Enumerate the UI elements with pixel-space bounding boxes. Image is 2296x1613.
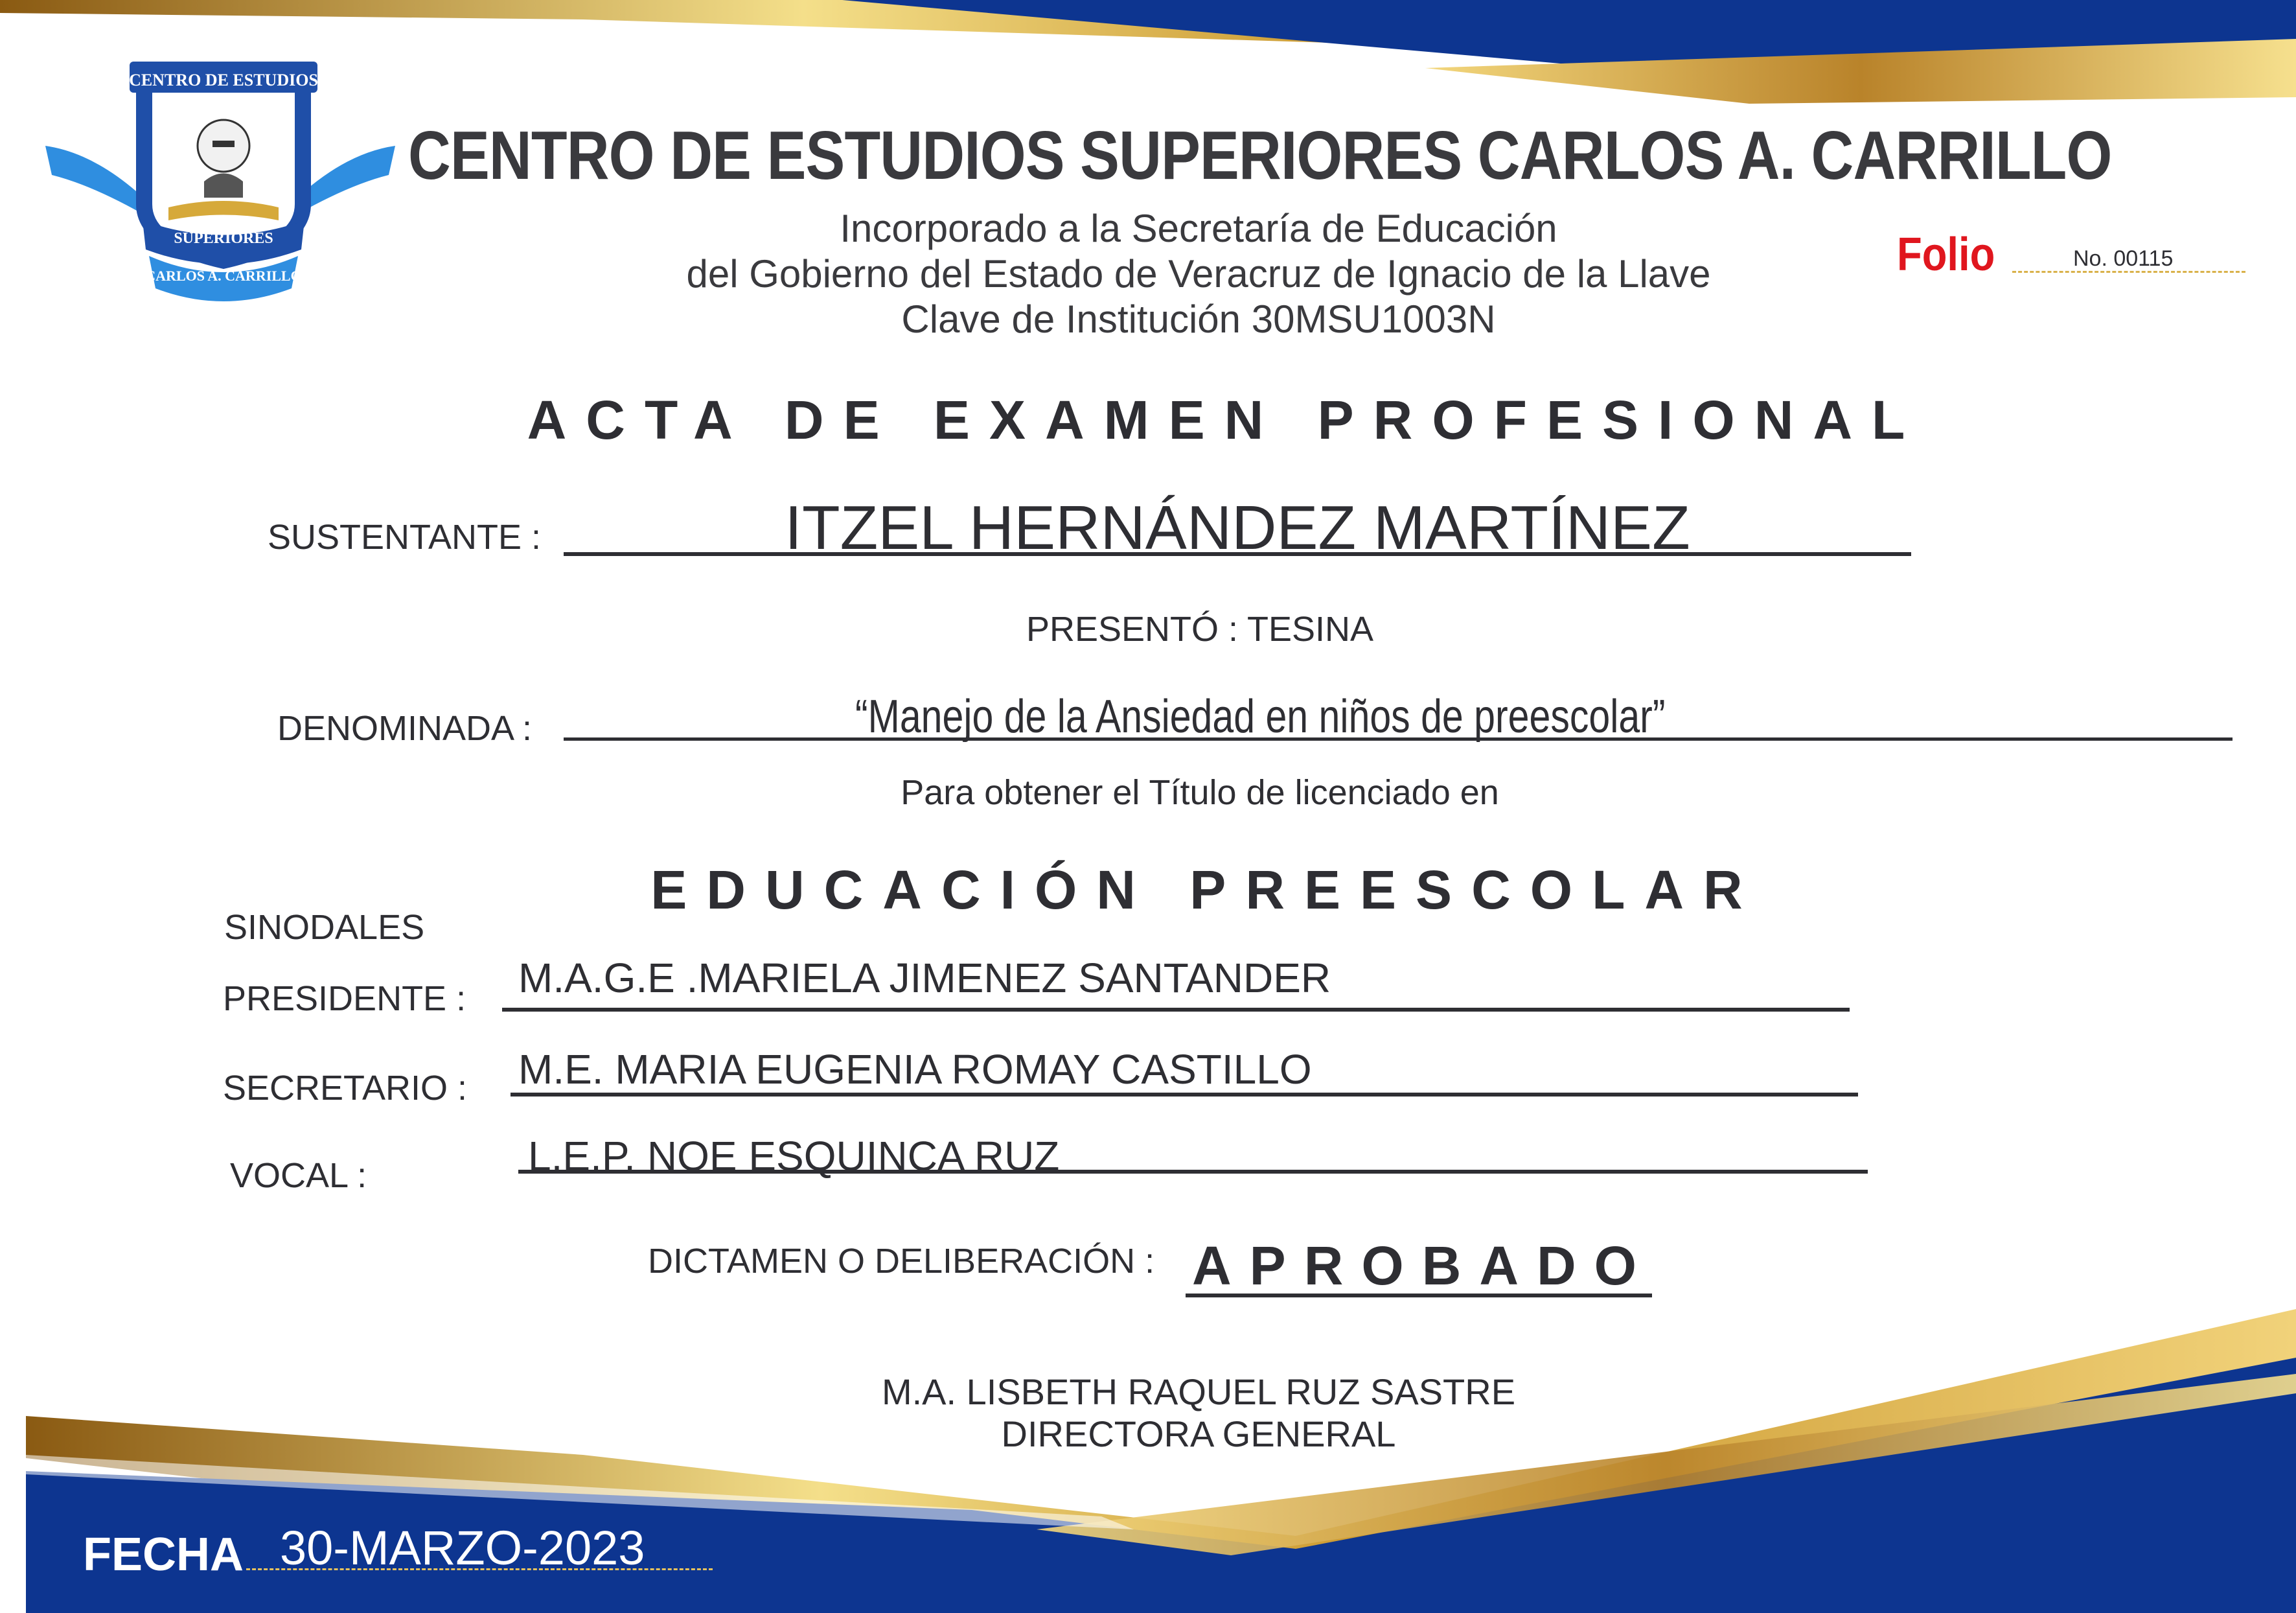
- incorporation-line-2: del Gobierno del Estado de Veracruz de Ignacio de la Llave: [686, 252, 1711, 296]
- vocal-line: [518, 1170, 1868, 1174]
- incorporation-line-1: Incorporado a la Secretaría de Educación: [840, 207, 1557, 250]
- logo-text-middle: SUPERIORES: [174, 230, 273, 247]
- document-title: ACTA DE EXAMEN PROFESIONAL: [527, 389, 1925, 450]
- date-value: 30-MARZO-2023: [280, 1521, 645, 1575]
- institution-logo: [39, 55, 402, 301]
- signatory-title: DIRECTORA GENERAL: [1001, 1413, 1396, 1454]
- president-label: PRESIDENTE :: [223, 979, 466, 1018]
- folio-number: No. 00115: [2073, 246, 2174, 271]
- committee-heading: SINODALES: [224, 908, 425, 947]
- secretary-name: M.E. MARIA EUGENIA ROMAY CASTILLO: [518, 1046, 1312, 1093]
- vocal-label: VOCAL :: [230, 1156, 367, 1195]
- logo-text-top: CENTRO DE ESTUDIOS: [129, 71, 318, 89]
- date-label: FECHA: [83, 1529, 244, 1581]
- candidate-label: SUSTENTANTE :: [268, 518, 542, 557]
- thesis-label: DENOMINADA :: [277, 709, 533, 748]
- logo-text-bottom: CARLOS A. CARRILLO: [145, 268, 302, 284]
- thesis-title: “Manejo de la Ansiedad en niños de preescolar”: [855, 691, 1666, 743]
- institution-key: Clave de Institución 30MSU1003N: [901, 297, 1496, 341]
- president-line: [502, 1008, 1850, 1012]
- presented-text: PRESENTÓ : TESINA: [1026, 610, 1374, 649]
- vocal-name: L.E.P. NOE ESQUINCA RUZ: [528, 1133, 1060, 1179]
- folio-label: Folio: [1897, 229, 1995, 281]
- degree-intro: Para obtener el Título de licenciado en: [901, 773, 1499, 812]
- signatory-name: M.A. LISBETH RAQUEL RUZ SASTRE: [881, 1371, 1516, 1412]
- president-name: M.A.G.E .MARIELA JIMENEZ SANTANDER: [518, 955, 1331, 1001]
- verdict-line: [1186, 1294, 1652, 1297]
- candidate-name: ITZEL HERNÁNDEZ MARTÍNEZ: [785, 493, 1690, 563]
- secretary-line: [511, 1093, 1858, 1097]
- degree-name: EDUCACIÓN PREESCOLAR: [650, 859, 1762, 920]
- verdict-label: DICTAMEN O DELIBERACIÓN :: [648, 1242, 1155, 1281]
- secretary-label: SECRETARIO :: [223, 1069, 468, 1108]
- institution-name: CENTRO DE ESTUDIOS SUPERIORES CARLOS A. CARRILLO: [408, 117, 2112, 194]
- verdict-value: APROBADO: [1192, 1235, 1655, 1296]
